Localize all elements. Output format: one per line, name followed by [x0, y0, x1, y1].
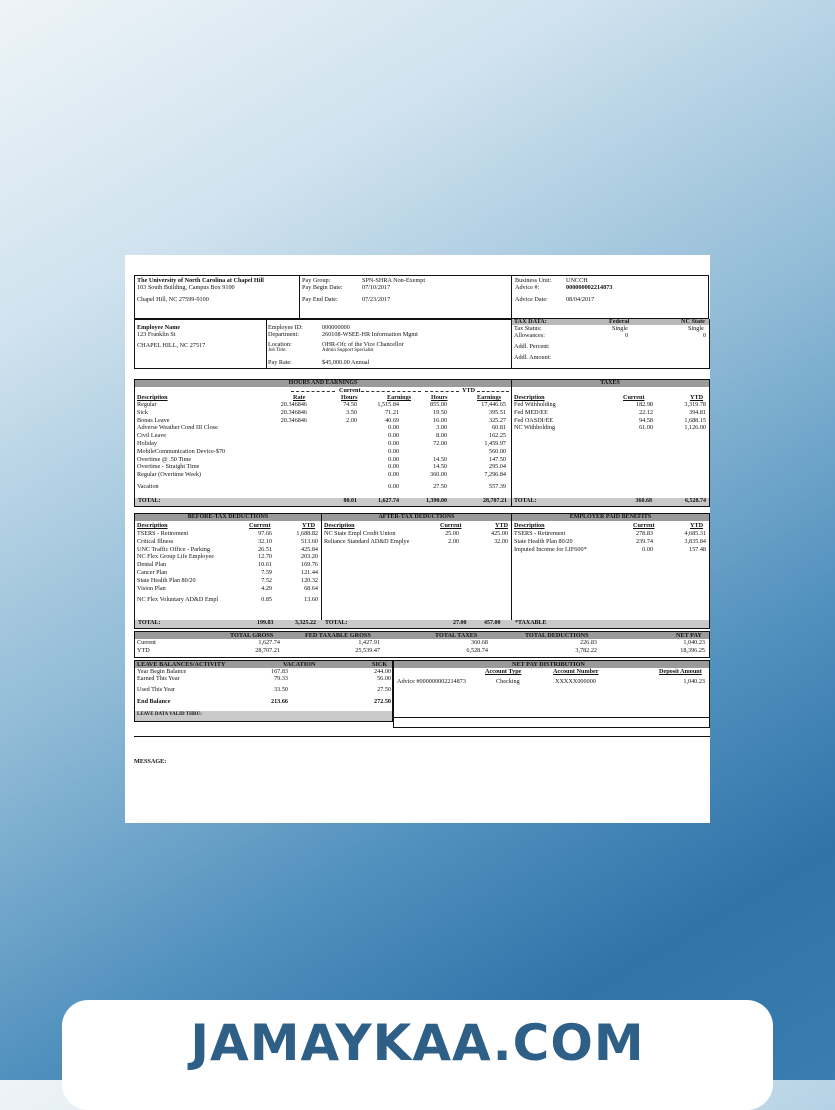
leave-sick-heading: SICK [372, 661, 388, 668]
earnings-row [125, 448, 511, 456]
addl-percent-label: Addl. Percent: [514, 343, 550, 350]
employer-benefits-table [511, 530, 710, 560]
location: OHR-Ofc of the Vice Chancellor [322, 341, 404, 348]
hours-total-current-earnings: 1,627.74 [378, 498, 399, 504]
tax-current: 22.12 [639, 408, 653, 416]
tax-current: 61.00 [639, 424, 653, 432]
tax-current: 94.58 [639, 416, 653, 424]
summary-col-net-pay: NET PAY [676, 632, 702, 639]
benefit-ytd: 3,835.84 [684, 537, 706, 545]
hours-col-ytd-hours: Hours [431, 394, 448, 401]
before-tax-ytd: 68.64 [304, 584, 318, 592]
leave-sick: 244.00 [373, 668, 391, 675]
before-tax-row [125, 596, 321, 604]
before-tax-current: 26.51 [258, 545, 272, 553]
earning-ytd-hours: 360.00 [429, 471, 447, 479]
before-tax-description: Critical Illness [137, 537, 174, 545]
dist-account-type: Checking [496, 678, 520, 685]
earning-ytd-hours: 14.50 [433, 463, 447, 471]
earning-ytd-hours: 72.00 [433, 440, 447, 447]
taxes-table [511, 401, 710, 441]
before-tax-ytd: 1,688.82 [296, 530, 318, 537]
before-tax-description: Cancer Plan [137, 569, 168, 576]
before-tax-description: TSERS - Retirement [137, 530, 189, 537]
before-tax-row [125, 553, 321, 561]
before-tax-ytd: 120.32 [300, 576, 318, 584]
tax-federal-heading: Federal [609, 318, 630, 325]
benefits-col-ytd: YTD [690, 522, 704, 529]
job-title-label: Job Title: [268, 348, 287, 353]
earning-ytd-hours: 19.50 [433, 408, 447, 416]
tax-data-title: TAX DATA: [514, 318, 547, 325]
before-tax-row [125, 561, 321, 569]
tax-status-label: Tax Status: [514, 325, 542, 332]
before-tax-row [125, 546, 321, 554]
employee-address-1: 123 Franklin St [137, 331, 176, 338]
hours-total-bar [135, 498, 511, 506]
earning-description: Regular [137, 401, 157, 408]
earning-description: Overtime @ .50 Time [137, 455, 192, 463]
earning-ytd-amount: 560.00 [488, 447, 506, 455]
employer-name: The University of North Carolina at Chapel Hill [137, 277, 264, 284]
current-group-label: Current [339, 387, 361, 394]
before-tax-table [125, 530, 321, 620]
hours-earnings-title: HOURS AND EARNINGS [135, 380, 511, 387]
earning-ytd-hours: 3.00 [436, 424, 447, 432]
benefit-ytd: 4,685.31 [684, 530, 706, 537]
before-tax-description: Dental Plan [137, 561, 167, 569]
pay-group: SPN-SHRA Non-Exempt [362, 277, 426, 284]
earning-description: Bonus Leave [137, 416, 170, 424]
earning-ytd-hours: 8.00 [436, 432, 447, 440]
earning-ytd-amount: 17,446.65 [481, 401, 506, 408]
after-tax-description: Reliance Standard AD&D Emplye [324, 537, 410, 545]
before-tax-ytd: 425.84 [300, 545, 318, 553]
tax-ytd: 1,126.00 [684, 424, 706, 432]
summary-total-taxes: 360.68 [470, 639, 488, 646]
before-tax-current: 32.10 [258, 537, 272, 545]
earning-current-amount: 0.00 [388, 424, 399, 432]
before-tax-ytd: 169.76 [300, 561, 318, 569]
pay-begin-label: Pay Begin Date: [302, 284, 343, 291]
after-tax-title: AFTER-TAX DEDUCTIONS [322, 514, 511, 521]
earning-ytd-hours: 16.00 [433, 416, 447, 424]
before-tax-current: 97.66 [258, 530, 272, 537]
allowances-federal: 0 [625, 332, 629, 339]
benefit-description: State Health Plan 80/20 [514, 537, 573, 545]
tax-ytd: 1,688.15 [684, 416, 706, 424]
earning-ytd-amount: 557.39 [488, 483, 506, 490]
taxes-total-current: 360.68 [635, 498, 652, 504]
before-tax-row [125, 569, 321, 577]
leave-row [125, 675, 393, 683]
summary-col-total-deductions: TOTAL DEDUCTIONS [525, 632, 589, 639]
tax-status-nc: Single [688, 325, 704, 332]
pay-begin-date: 07/10/2017 [362, 284, 391, 291]
hours-col-rate: Rate [293, 394, 306, 401]
earning-current-amount: 71.21 [385, 408, 399, 416]
dist-advice: Advice #000000002214873 [397, 678, 466, 685]
employee-name-label: Employee Name [137, 324, 181, 331]
advice-number-label: Advice #: [515, 284, 540, 291]
employee-id: 000000000 [322, 324, 350, 331]
earning-current-amount: 1,515.84 [377, 401, 399, 408]
tax-nc-heading: NC State [681, 318, 705, 325]
pay-end-date: 07/23/2017 [362, 296, 391, 303]
leave-title: LEAVE BALANCES/ACTIVITY [137, 661, 226, 668]
earning-ytd-amount: 395.51 [488, 408, 506, 416]
pay-advice-document [125, 255, 710, 823]
earning-current-amount: 0.00 [388, 463, 399, 471]
taxes-col-ytd: YTD [690, 394, 704, 401]
before-tax-description: NC Flex Voluntary AD&D Empl [137, 596, 219, 604]
summary-net-pay: 1,040.23 [683, 639, 705, 646]
before-tax-row [125, 577, 321, 585]
before-tax-row [125, 530, 321, 538]
before-tax-ytd: 513.60 [300, 537, 318, 545]
taxes-col-current: Current [623, 394, 645, 401]
earning-current-amount: 0.00 [388, 455, 399, 463]
after-total-ytd: 457.00 [484, 620, 501, 626]
leave-row [125, 686, 393, 694]
hours-col-description: Description [137, 394, 168, 401]
employee-address-2: CHAPEL HILL, NC 27517 [137, 342, 206, 349]
job-title: Admin Support Specialist [322, 348, 374, 353]
earning-current-amount: 0.00 [388, 432, 399, 440]
tax-description: Fed Withholding [514, 401, 556, 408]
leave-vacation: 79.33 [274, 675, 288, 682]
earning-current-hours: 74.50 [343, 401, 357, 408]
dist-account-number: XXXXX000000 [555, 678, 596, 685]
earnings-row [125, 456, 511, 464]
pay-rate: $45,000.00 Annual [322, 359, 370, 366]
after-tax-ytd: 32.00 [494, 537, 508, 545]
earning-ytd-amount: 1,459.97 [484, 440, 506, 447]
earning-description: Overtime - Straight Time [137, 463, 200, 471]
tax-ytd: 3,319.78 [684, 401, 706, 408]
allowances-nc: 0 [703, 332, 707, 339]
after-total-current: 27.00 [453, 620, 467, 626]
dist-deposit-amount: 1,040.23 [683, 678, 705, 685]
before-total-current: 199.83 [257, 620, 274, 626]
hours-col-current-earnings: Earnings [387, 394, 412, 401]
summary-net-pay: 18,396.25 [680, 647, 705, 654]
hours-total-ytd-hours: 1,390.00 [426, 498, 447, 504]
before-col-description: Description [137, 522, 168, 529]
tax-description: NC Withholding [514, 424, 556, 432]
hours-earnings-table [125, 401, 511, 497]
summary-col-total-taxes: TOTAL TAXES [435, 632, 478, 639]
summary-fed-taxable: 25,539.47 [355, 647, 380, 654]
before-total-label: TOTAL: [138, 620, 161, 626]
message-label: MESSAGE: [134, 758, 167, 765]
net-pay-dist-title: NET PAY DISTRIBUTION [512, 661, 585, 668]
tax-description: Fed OASDI/EE [514, 416, 554, 424]
before-col-current: Current [249, 522, 271, 529]
after-total-label: TOTAL: [325, 620, 348, 626]
hours-total-ytd-earnings: 28,707.21 [483, 498, 507, 504]
earning-description: Holiday [137, 440, 157, 447]
leave-vacation-heading: VACATION [283, 661, 316, 668]
site-banner [62, 1000, 773, 1110]
earning-current-amount: 0.00 [388, 447, 399, 455]
earnings-row [125, 440, 511, 448]
earning-current-hours: 2.00 [346, 416, 357, 424]
tax-row [511, 401, 710, 409]
business-unit: UNCCH [566, 277, 588, 284]
tax-status-federal: Single [612, 325, 628, 332]
after-col-current: Current [440, 522, 462, 529]
after-col-description: Description [324, 522, 355, 529]
leave-valid-thru-label: LEAVE DATA VALID THRU: [137, 712, 202, 717]
bottom-rule [134, 736, 710, 737]
before-tax-description: NC Flex Group Life Employee [137, 553, 214, 561]
earnings-row [125, 463, 511, 471]
earning-description: Sick [137, 408, 149, 416]
employee-id-label: Employee ID: [268, 324, 303, 331]
before-col-ytd: YTD [302, 522, 316, 529]
advice-date: 08/04/2017 [566, 296, 595, 303]
employer-address-2: Chapel Hill, NC 27599-9100 [137, 296, 209, 303]
summary-total-gross: 1,627.74 [258, 639, 280, 646]
advice-number: 000000002214873 [566, 284, 613, 291]
leave-label: Earned This Year [137, 675, 180, 682]
earning-rate: 20.346846 [280, 408, 307, 416]
benefit-current: 278.83 [635, 530, 653, 537]
after-tax-ytd: 425.00 [490, 530, 508, 537]
earning-current-amount: 40.69 [385, 416, 399, 424]
before-tax-ytd: 203.20 [300, 553, 318, 561]
leave-vacation: 213.66 [270, 698, 288, 705]
summary-col-fed-taxable: FED TAXABLE GROSS [305, 632, 371, 639]
earning-ytd-amount: 295.04 [488, 463, 506, 471]
before-tax-current: 10.61 [258, 561, 272, 569]
leave-sick: 27.50 [377, 686, 391, 693]
benefit-row [511, 538, 710, 546]
before-tax-ytd: 121.44 [300, 569, 318, 576]
after-tax-row [321, 530, 511, 538]
benefit-ytd: 157.48 [688, 545, 706, 553]
benefit-row [511, 546, 710, 554]
benefit-row [511, 530, 710, 538]
before-total-ytd: 3,325.22 [295, 620, 316, 626]
before-tax-current: 7.59 [261, 569, 272, 576]
earning-description: Adverse Weather Cond III Close [137, 424, 218, 432]
benefits-col-description: Description [514, 522, 545, 529]
taxes-title: TAXES [511, 380, 709, 387]
earning-ytd-hours: 27.50 [433, 483, 447, 490]
before-tax-current: 7.52 [261, 576, 272, 584]
tax-ytd: 394.81 [688, 408, 706, 416]
earning-ytd-amount: 147.50 [488, 455, 506, 463]
earning-ytd-hours: 14.50 [433, 455, 447, 463]
earning-description: Civil Leave [137, 432, 167, 440]
before-tax-description: State Health Plan 80/20 [137, 576, 196, 584]
before-tax-current: 12.70 [258, 553, 272, 561]
summary-total-deductions: 3,782.22 [575, 647, 597, 654]
tax-row [511, 424, 710, 432]
after-tax-table [321, 530, 511, 550]
tax-row [511, 417, 710, 425]
earning-description: Vacation [137, 483, 159, 490]
leave-label: End Balance [137, 698, 171, 705]
location-label: Location: [268, 341, 292, 348]
taxable-note: *TAXABLE [515, 620, 547, 626]
earnings-row [125, 471, 511, 479]
tax-current: 182.98 [635, 401, 653, 408]
before-tax-current: 0.85 [261, 596, 272, 604]
summary-total-taxes: 6,528.74 [466, 647, 488, 654]
earnings-row [125, 424, 511, 432]
before-tax-ytd: 13.60 [304, 596, 318, 604]
earning-ytd-amount: 60.81 [492, 424, 506, 432]
earnings-row [125, 409, 511, 417]
earning-current-amount: 0.00 [388, 440, 399, 447]
after-col-ytd: YTD [495, 522, 509, 529]
leave-sick: 272.50 [373, 698, 391, 705]
benefit-description: TSERS - Retirement [514, 530, 566, 537]
summary-col-total-gross: TOTAL GROSS [230, 632, 274, 639]
advice-date-label: Advice Date: [515, 296, 548, 303]
earning-rate: 20.346846 [280, 401, 307, 408]
hours-col-current-hours: Hours [341, 394, 358, 401]
pay-group-label: Pay Group: [302, 277, 331, 284]
tax-description: Fed MED/EE [514, 408, 548, 416]
taxes-total-bar [512, 498, 709, 506]
pay-rate-label: Pay Rate: [268, 359, 292, 366]
earnings-row [125, 401, 511, 409]
before-tax-description: UNC Traffic Office - Parking [137, 545, 210, 553]
business-unit-label: Business Unit: [515, 277, 552, 284]
summary-label: Current [137, 639, 156, 646]
department: 260108-WSEE-HR Information Mgmt [322, 331, 418, 338]
before-tax-title: BEFORE-TAX DEDUCTIONS [135, 514, 321, 521]
earning-rate: 20.346846 [280, 416, 307, 424]
taxes-total-ytd: 6,528.74 [685, 498, 706, 504]
summary-table [125, 639, 710, 657]
before-tax-description: Vision Plan [137, 584, 166, 592]
summary-row [125, 639, 710, 647]
benefit-current: 0.00 [642, 545, 653, 553]
earning-ytd-amount: 7,296.84 [484, 471, 506, 479]
after-tax-row [321, 538, 511, 546]
after-tax-description: NC State Empl Credit Union [324, 530, 396, 537]
after-tax-current: 2.00 [448, 537, 459, 545]
hours-total-current-hours: 80.01 [343, 498, 357, 504]
hours-col-ytd-earnings: Earnings [477, 394, 502, 401]
after-tax-current: 25.00 [445, 530, 459, 537]
leave-vacation: 33.50 [274, 686, 288, 693]
taxes-total-label: TOTAL: [514, 498, 537, 504]
department-label: Department: [268, 331, 299, 338]
addl-amount-label: Addl. Amount: [514, 354, 552, 361]
earning-ytd-amount: 325.27 [488, 416, 506, 424]
employer-benefits-title: EMPLOYER PAID BENEFITS [512, 514, 709, 521]
benefit-current: 239.74 [635, 537, 653, 545]
employer-address-1: 103 South Building, Campus Box 9100 [137, 284, 235, 291]
before-tax-current: 4.29 [261, 584, 272, 592]
earning-current-amount: 0.00 [388, 471, 399, 479]
earning-ytd-hours: 855.00 [429, 401, 447, 408]
before-tax-row [125, 538, 321, 546]
ytd-group-label: YTD [462, 387, 476, 394]
dist-col-account-type: Account Type [485, 668, 522, 675]
benefits-col-current: Current [633, 522, 655, 529]
earning-ytd-amount: 162.25 [488, 432, 506, 440]
tax-row [511, 409, 710, 417]
dist-col-deposit-amount: Deposit Amount [659, 668, 702, 675]
leave-sick: 56.00 [377, 675, 391, 682]
leave-row [125, 698, 393, 706]
before-tax-row [125, 585, 321, 593]
hours-total-label: TOTAL: [138, 498, 161, 504]
leave-label: Year Begin Balance [137, 668, 187, 675]
benefit-description: Imputed Income for LIF600* [514, 545, 587, 553]
earning-current-hours: 3.50 [346, 408, 357, 416]
earnings-row [125, 417, 511, 425]
summary-row [125, 647, 710, 655]
earnings-row [125, 432, 511, 440]
earnings-row [125, 483, 511, 491]
summary-label: YTD [137, 647, 150, 654]
earning-description: Regular (Overtime Week) [137, 471, 201, 479]
deductions-total-bar [135, 620, 709, 628]
site-banner-text: JAMAYKAA.COM [190, 1014, 645, 1072]
summary-total-gross: 28,707.21 [255, 647, 280, 654]
earning-description: MobileCommunication Device-$70 [137, 447, 226, 455]
summary-total-deductions: 226.83 [579, 639, 597, 646]
pay-end-label: Pay End Date: [302, 296, 338, 303]
leave-table [125, 668, 393, 713]
earning-current-amount: 0.00 [388, 483, 399, 490]
taxes-col-description: Description [514, 394, 545, 401]
summary-fed-taxable: 1,427.91 [358, 639, 380, 646]
allowances-label: Allowances: [514, 332, 545, 339]
dist-col-account-number: Account Number [553, 668, 599, 675]
leave-vacation: 167.83 [270, 668, 288, 675]
leave-label: Used This Year [137, 686, 175, 693]
